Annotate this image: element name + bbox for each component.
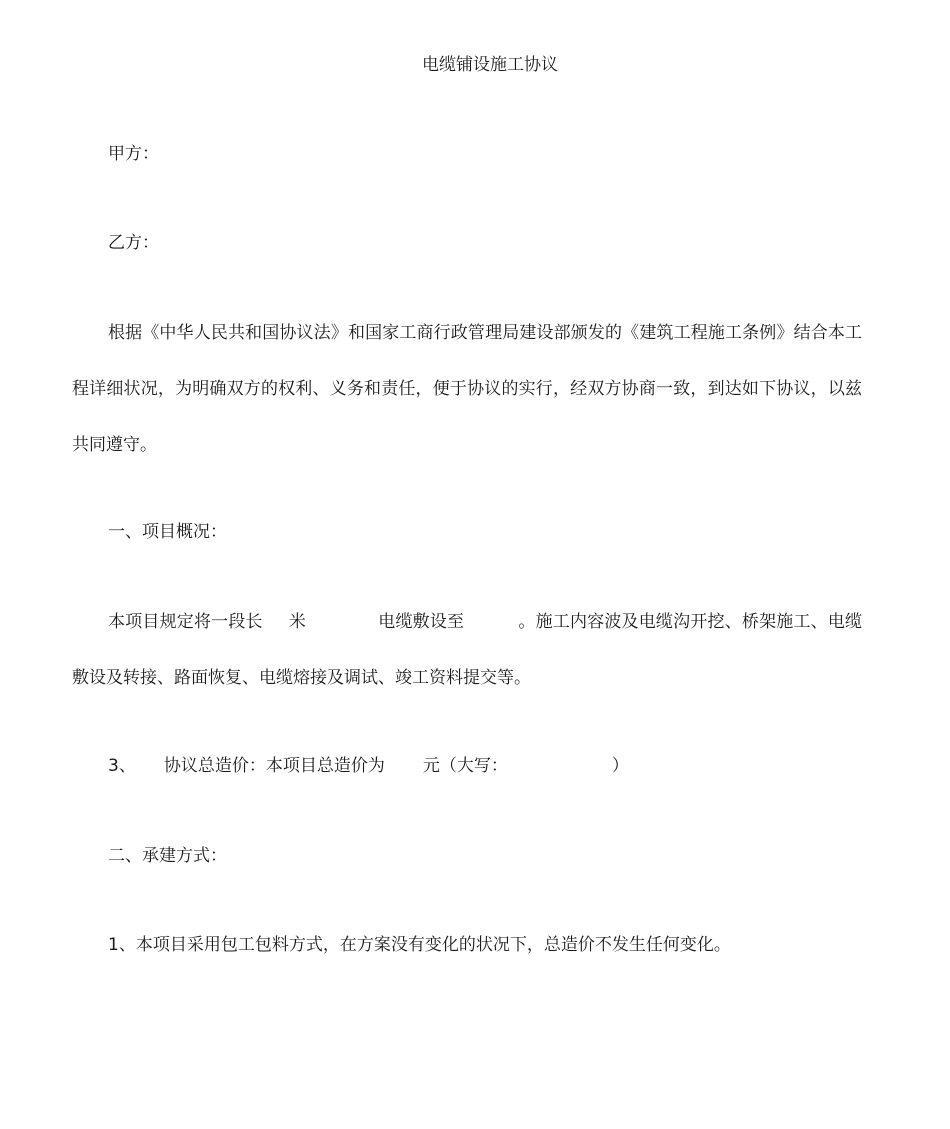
intro-paragraph: 根据《中华人民共和国协议法》和国家工商行政管理局建设部颁发的《建筑工程施工条例》结合本工程详细状况，为明确双方的权利、义务和责任，便于协议的实行，经双方协商一致，到达如下协议，以兹共同遵守。: [72, 323, 862, 455]
price-clause-text-2: 元（大写：: [422, 756, 508, 776]
overview-text-1: 本项目规定将一段长: [108, 612, 263, 632]
document-title: 电缆铺设施工协议: [422, 55, 558, 75]
section-1-heading: 一、项目概况：: [108, 522, 227, 542]
overview-text-2: 米: [288, 612, 307, 632]
overview-paragraph: [72, 594, 862, 706]
section-2-heading: 二、承建方式：: [108, 846, 227, 866]
price-clause-number: 3、: [108, 756, 136, 776]
price-clause-text-1: 协议总造价：本项目总造价为: [163, 756, 385, 776]
overview-text-3: 电缆敷设至: [378, 612, 465, 632]
price-clause-text-3: ）: [611, 756, 629, 776]
price-clause: [108, 755, 629, 777]
clause-1: 1、本项目采用包工包料方式，在方案没有变化的状况下，总造价不发生任何变化。: [108, 935, 731, 955]
overview-text-4: 。施工内容波及电缆沟开挖、桥架施工、电缆敷设及转接、路面恢复、电缆熔接及调试、竣工资料提交等。: [72, 612, 863, 688]
party-b-label: 乙方：: [108, 233, 159, 253]
party-a-label: 甲方：: [108, 144, 159, 164]
